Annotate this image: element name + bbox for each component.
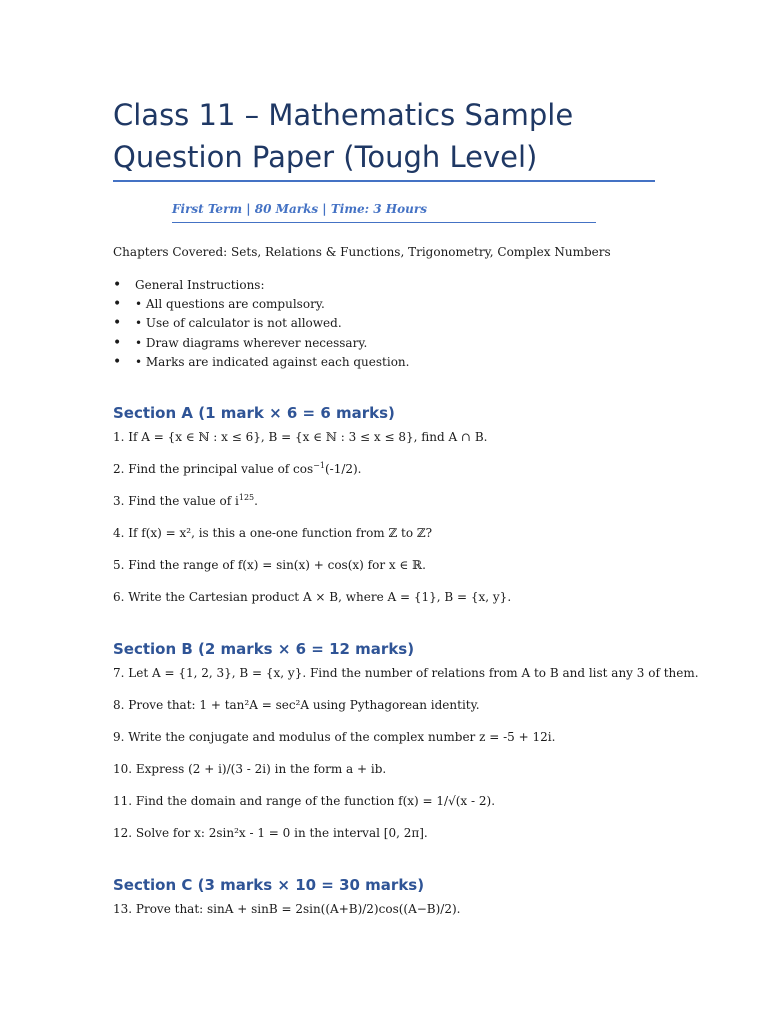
page-title: Class 11 – Mathematics Sample Question Paper (Tough Level) [113,98,574,174]
bullet-icon: • [113,277,122,293]
list-item [113,295,409,314]
instruction-text: • Draw diagrams wherever necessary. [135,335,368,350]
exponent: 125 [238,493,255,502]
section-a-heading: Section A (1 mark × 6 = 6 marks) [113,404,395,422]
list-item [113,314,409,333]
list-item [113,276,409,295]
question-7: 7. Let A = {1, 2, 3}, B = {x, y}. Find the number of relations from A to B and list any 3 of them. [113,666,699,680]
question-2 [113,462,362,476]
question-3 [113,494,258,508]
bullet-icon: • [113,296,122,313]
bullet-icon: • [113,353,122,370]
instruction-text: • All questions are compulsory. [135,297,325,312]
question-1: 1. If A = {x ∈ ℕ : x ≤ 6}, B = {x ∈ ℕ : 3 ≤ x ≤ 8}, find A ∩ B. [113,430,488,444]
instruction-text: • Use of calculator is not allowed. [135,316,342,331]
list-item [113,334,409,353]
question-text: (-1/2). [324,462,362,476]
bullet-icon: • [113,315,122,332]
exponent: −1 [313,461,325,470]
question-9: 9. Write the conjugate and modulus of the complex number z = -5 + 12i. [113,730,556,744]
question-text: 2. Find the principal value of cos [113,462,314,476]
question-10: 10. Express (2 + i)/(3 - 2i) in the form a + ib. [113,762,387,776]
list-item [113,353,409,372]
section-c-heading: Section C (3 marks × 10 = 30 marks) [113,876,425,894]
question-12: 12. Solve for x: 2sin²x - 1 = 0 in the interval [0, 2π]. [113,826,428,840]
chapters-covered: Chapters Covered: Sets, Relations & Functions, Trigonometry, Complex Numbers [113,245,611,259]
title-divider [113,180,655,182]
instruction-text: General Instructions: [135,278,265,292]
question-5: 5. Find the range of f(x) = sin(x) + cos(x) for x ∈ ℝ. [113,558,426,572]
question-8: 8. Prove that: 1 + tan²A = sec²A using Pythagorean identity. [113,698,480,712]
exam-subtitle: First Term | 80 Marks | Time: 3 Hours [172,202,427,216]
bullet-icon: • [113,334,122,351]
question-11: 11. Find the domain and range of the function f(x) = 1/√(x - 2). [113,794,496,808]
general-instructions-list [113,276,409,372]
subtitle-divider [172,222,596,223]
question-13: 13. Prove that: sinA + sinB = 2sin((A+B)/2)cos((A−B)/2). [113,902,461,916]
question-text: . [254,494,258,508]
question-text: 3. Find the value of i [113,494,239,508]
instruction-text: • Marks are indicated against each question. [135,354,410,369]
question-4: 4. If f(x) = x², is this a one-one function from ℤ to ℤ? [113,526,433,540]
question-6: 6. Write the Cartesian product A × B, where A = {1}, B = {x, y}. [113,590,512,604]
section-b-heading: Section B (2 marks × 6 = 12 marks) [113,640,415,658]
